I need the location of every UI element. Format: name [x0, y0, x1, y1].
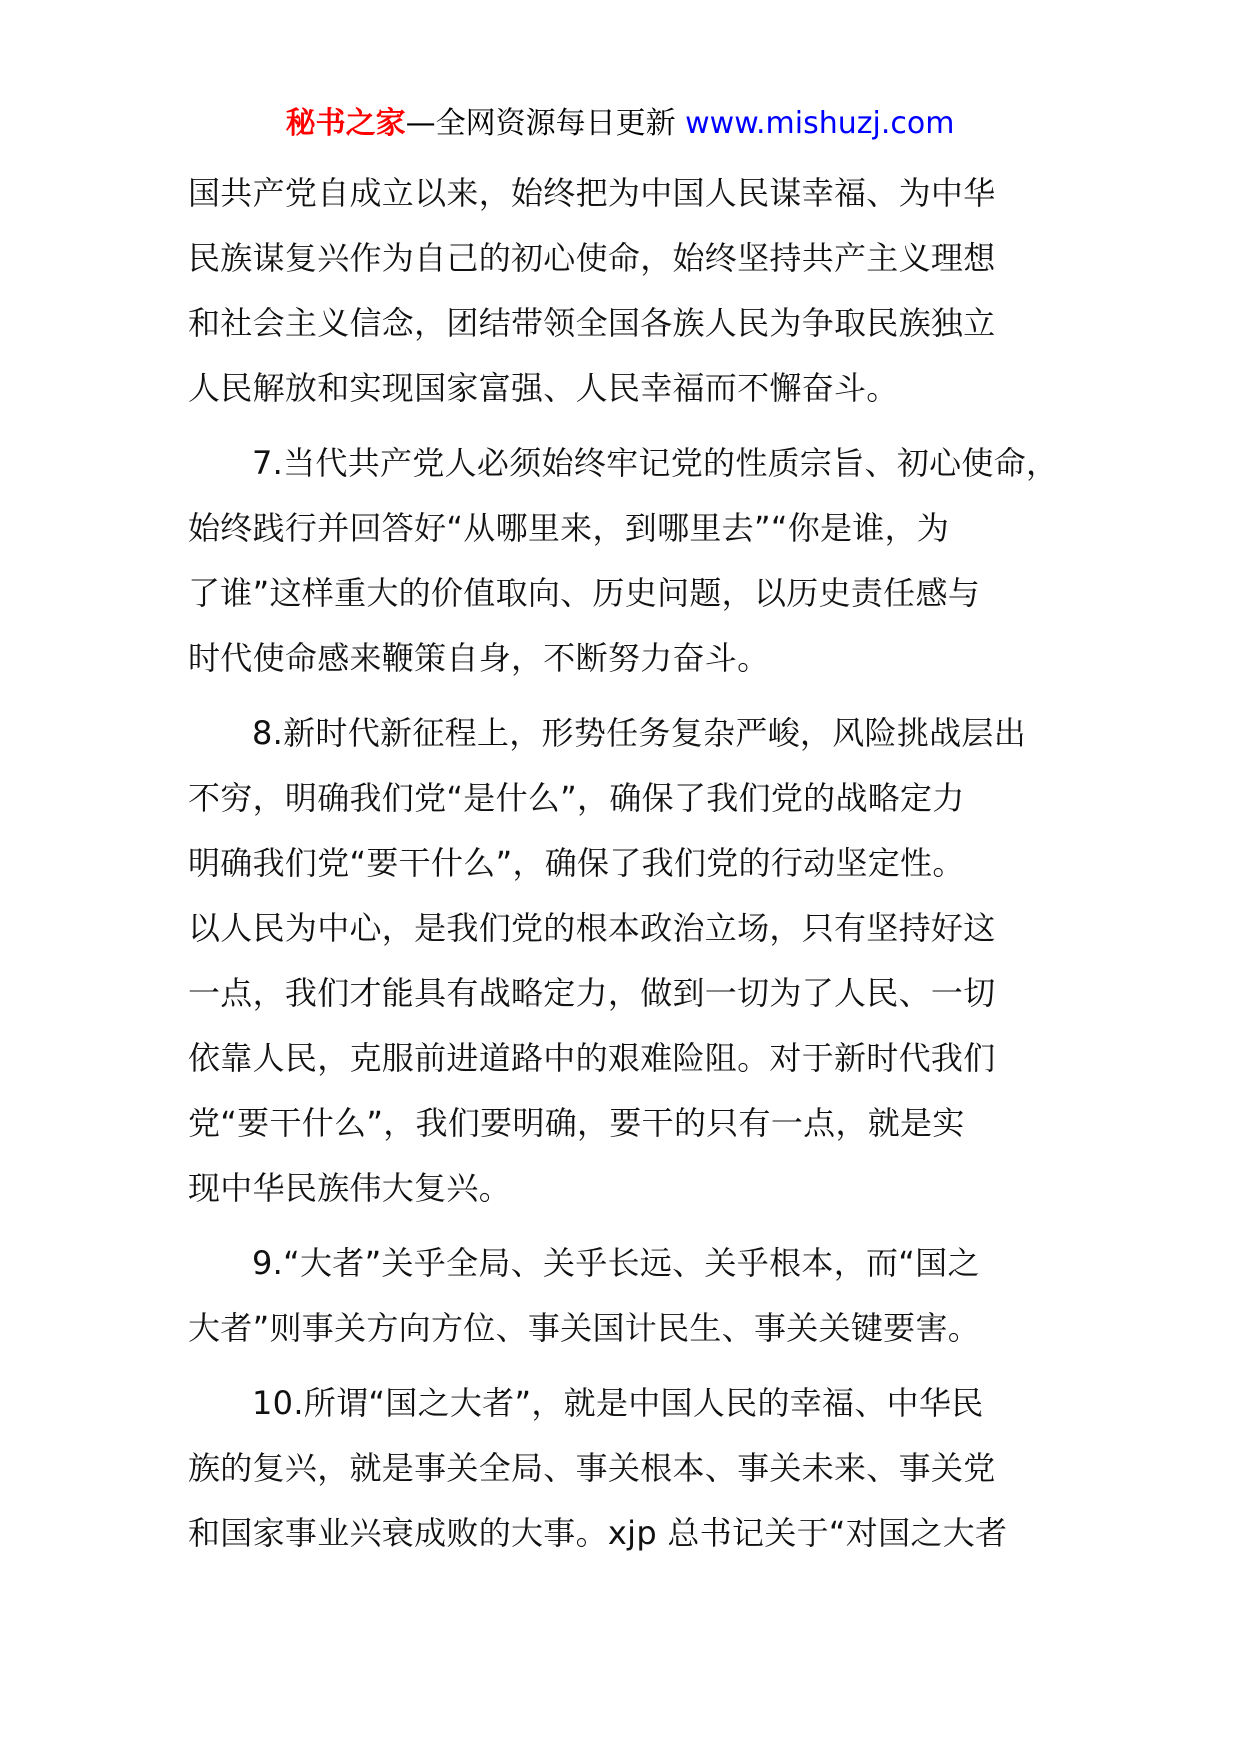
- text-line: 依靠人民，克服前进道路中的艰难险阻。对于新时代我们: [188, 1039, 996, 1077]
- text-line: 明确我们党“要干什么”，确保了我们党的行动坚定性。: [188, 844, 965, 882]
- paragraph-item-8: [188, 701, 1062, 1221]
- page-header: [0, 100, 1240, 148]
- text-line: 族的复兴，就是事关全局、事关根本、事关未来、事关党: [188, 1449, 996, 1487]
- text-line: 时代使命感来鞭策自身，不断努力奋斗。: [188, 639, 770, 677]
- text-line: 了谁”这样重大的价值取向、历史问题，以历史责任感与: [188, 574, 981, 612]
- paragraph-continuation: [188, 161, 1062, 421]
- text-line: 一点，我们才能具有战略定力，做到一切为了人民、一切: [188, 974, 996, 1012]
- text-line: 7.当代共产党人必须始终牢记党的性质宗旨、初心使命，: [252, 444, 1059, 482]
- text-line: 始终践行并回答好“从哪里来，到哪里去”“你是谁，为: [188, 509, 950, 547]
- text-line: 现中华民族伟大复兴。: [188, 1169, 512, 1207]
- paragraph-item-7: [188, 431, 1062, 691]
- text-line: 和社会主义信念，团结带领全国各族人民为争取民族独立: [188, 304, 996, 342]
- text-line: 民族谋复兴作为自己的初心使命，始终坚持共产主义理想: [188, 239, 996, 277]
- paragraph-item-9: [188, 1231, 1062, 1361]
- text-line: 8.新时代新征程上，形势任务复杂严峻，风险挑战层出: [252, 714, 1027, 752]
- paragraph-item-10: [188, 1371, 1062, 1566]
- text-line: 以人民为中心，是我们党的根本政治立场，只有坚持好这: [188, 909, 996, 947]
- site-url-link[interactable]: www.mishuzj.com: [685, 106, 955, 141]
- text-line: 国共产党自成立以来，始终把为中国人民谋幸福、为中华: [188, 174, 996, 212]
- text-line: 大者”则事关方向方位、事关国计民生、事关关键要害。: [188, 1309, 981, 1347]
- text-line: 和国家事业兴衰成败的大事。xjp 总书记关于“对国之大者: [188, 1514, 1008, 1552]
- text-line: 党“要干什么”，我们要明确，要干的只有一点，就是实: [188, 1104, 965, 1142]
- text-line: 人民解放和实现国家富强、人民幸福而不懈奋斗。: [188, 369, 899, 407]
- header-tagline: —全网资源每日更新: [405, 106, 676, 141]
- brand-name: 秘书之家: [285, 106, 406, 141]
- text-line: 10.所谓“国之大者”，就是中国人民的幸福、中华民: [252, 1384, 984, 1422]
- text-line: 9.“大者”关乎全局、关乎长远、关乎根本，而“国之: [252, 1244, 980, 1282]
- document-body: [188, 161, 1062, 1576]
- text-line: 不穷，明确我们党“是什么”，确保了我们党的战略定力: [188, 779, 965, 817]
